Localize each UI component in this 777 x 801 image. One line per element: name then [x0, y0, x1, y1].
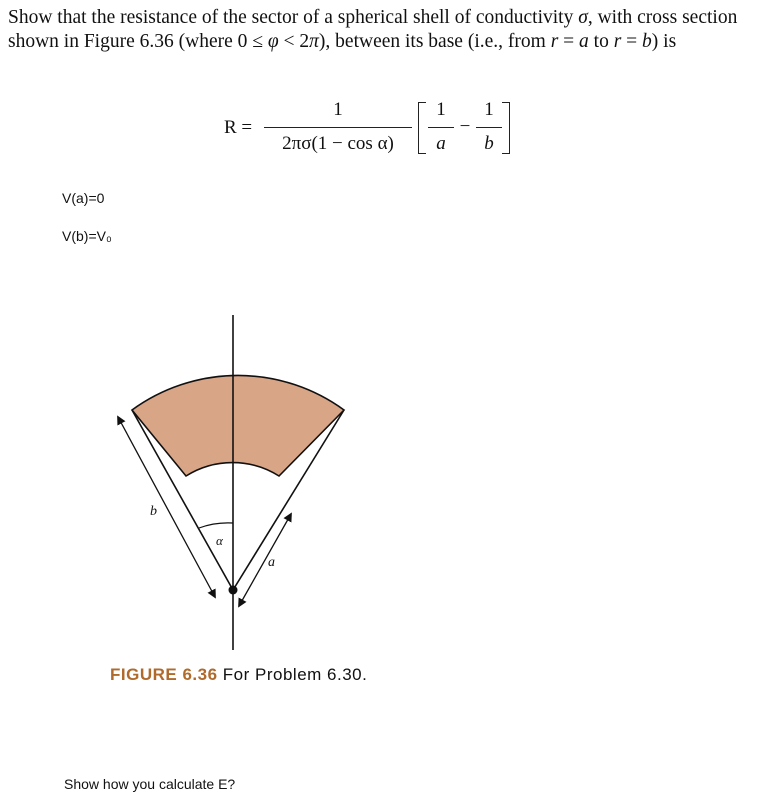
formula-lhs: R = [224, 117, 253, 138]
calculation-question: Show how you calculate E? [64, 776, 236, 792]
fraction-2-denominator: a [436, 133, 446, 154]
origin-point [229, 586, 238, 595]
figure-caption-text: For Problem 6.30. [222, 665, 368, 684]
fraction-1-denominator: 2πσ(1 − cos α) [282, 133, 394, 154]
fraction-2-numerator: 1 [436, 99, 446, 120]
boundary-condition-b: V(b)=V₀ [62, 228, 112, 244]
angle-alpha-arc [199, 523, 233, 528]
figure-caption [110, 665, 367, 685]
radius-a-arrow [239, 514, 291, 606]
label-alpha: α [216, 533, 223, 548]
formula-minus: − [459, 116, 471, 137]
figure-caption-label: FIGURE 6.36 [110, 665, 218, 684]
problem-statement: Show that the resistance of the sector of a spherical shell of conductivity σ, with cross section shown in Figure 6.36 (where 0 ≤ φ < 2π), between its base (i.e., from r = a to r = b) is [8, 7, 738, 52]
label-a: a [268, 555, 275, 570]
label-b: b [150, 504, 157, 519]
fraction-3-numerator: 1 [484, 99, 494, 120]
fraction-3-denominator: b [484, 133, 494, 154]
boundary-condition-a: V(a)=0 [62, 190, 105, 206]
fraction-1-numerator: 1 [333, 99, 343, 120]
